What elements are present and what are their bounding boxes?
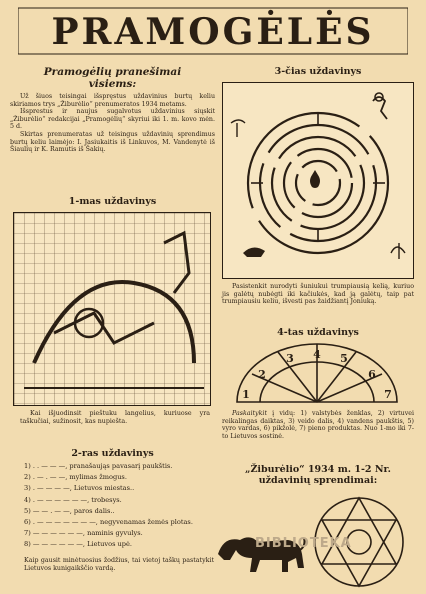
solutions-title: „Žiburėlio“ 1934 m. 1-2 Nr. uždavinių sprendimai: bbox=[245, 464, 391, 486]
notice-p2: Išsprestus ir naujus sugalvotus uždavinius siųskit „Žiburėlio“ redakcijai „Pramogėlių“ skyriui iki 1. m. kovo mėn. 5 d. bbox=[10, 108, 215, 131]
task3-maze-art bbox=[223, 83, 413, 278]
task4-hint-text: į vidų: 1) valstybės ženklas, 2) virtuvei reikalingas daiktas, 3) veido dalis, 4) vandens paukštis, 5) vyro vardas, 6) pikžolė, 7) pieno produktas. Nuo 1-mo iki 7-to Lietuvos sostinė. bbox=[222, 410, 414, 440]
notice-title-1: Pramogėlių pranešimai bbox=[43, 66, 182, 78]
fan-num-6: 6 bbox=[368, 368, 376, 381]
header-banner-art bbox=[18, 6, 408, 56]
notice-section bbox=[10, 66, 215, 154]
task4-hint bbox=[222, 410, 414, 440]
task2-row: 2) . — . — —, mylimas žmogus. bbox=[24, 473, 127, 482]
task3-caption-wrap bbox=[222, 283, 414, 306]
task2-row: 8) — — — — — —, Lietuvos upė. bbox=[24, 540, 133, 549]
task2-row: 7) — — — — — —, naminis gyvulys. bbox=[24, 529, 143, 538]
task3-title-wrap bbox=[218, 66, 418, 77]
task4-fan-puzzle bbox=[232, 340, 402, 404]
task2-row: 1) . . — — —, pranašaująs pavasarį paukštis. bbox=[24, 462, 173, 470]
task1-title-wrap bbox=[10, 196, 215, 207]
notice-p1: Už šiuos teisingai išspręstus uždavinius burtų keliu skiriamos trys „Žiburėlio“ prenumeratos 1934 metams. bbox=[10, 93, 215, 108]
task2-footer-wrap bbox=[24, 557, 214, 572]
task2-list bbox=[24, 461, 216, 551]
task2-title: 2-ras uždavinys bbox=[71, 448, 154, 459]
task3-title: 3-čias uždavinys bbox=[274, 66, 362, 77]
task2-row: 3) . — — — —, Lietuvos miestas.. bbox=[24, 484, 135, 493]
task1-grid-art bbox=[14, 213, 210, 405]
task3-caption: Pasistenkit nurodyti šuniukui trumpiausią kelią, kuriuo jis galėtų nubėgti iki kačiukės, kad ją galėtų, taip pat trumpiausiu keliu, išvesti pas žaidžiantį Joniuką. bbox=[222, 283, 414, 306]
header-banner bbox=[18, 6, 408, 56]
notice-title-2: visiems: bbox=[88, 78, 137, 90]
fan-num-2: 2 bbox=[258, 368, 266, 381]
task2-title-wrap bbox=[10, 448, 215, 459]
task2-footer: Kaip gausit minėtuosius žodžius, tai vietoj taškų pastatykit Lietuvos kunigaikščio vardą. bbox=[24, 557, 214, 572]
task2-row: 6) . — — — — — — —, negyvenamas žemės plotas. bbox=[24, 518, 193, 527]
fan-num-7: 7 bbox=[384, 388, 392, 401]
task1-caption-wrap bbox=[20, 410, 210, 425]
fan-num-3: 3 bbox=[286, 352, 294, 365]
task4-title: 4-tas uždavinys bbox=[277, 327, 359, 338]
notice-p3: Skirtas prenumeratas už teisingus uždavinių sprendimus burtų keliu laimėjo: I. Jasiukaitis iš Linkuvos, M. Vandenytė iš Šiaulių ir K. Ramutis iš Šakių. bbox=[10, 130, 215, 154]
lion-illustration bbox=[210, 524, 306, 586]
task4-title-wrap bbox=[218, 327, 418, 338]
task1-grid-puzzle bbox=[13, 212, 211, 406]
watermark: BIBLIOTEKA bbox=[255, 536, 352, 551]
task4-fan-art bbox=[232, 340, 402, 404]
task1-caption: Kai išjuodinsit pieštuku langelius, kuriuose yra taškučiai, sužinosit, kas nupiešta. bbox=[20, 410, 210, 425]
task2-row: 4) . — — — — — —, trobesys. bbox=[24, 495, 122, 504]
fan-num-5: 5 bbox=[340, 352, 348, 365]
lion-art bbox=[210, 524, 306, 586]
fan-num-1: 1 bbox=[242, 388, 250, 401]
solutions-title-wrap bbox=[218, 464, 418, 486]
task1-title: 1-mas uždavinys bbox=[68, 196, 157, 207]
task4-hint-wrap bbox=[222, 410, 414, 440]
task3-maze bbox=[222, 82, 414, 279]
task2-row: 5) — — . — —, paros dalis.. bbox=[24, 506, 115, 515]
page-title: PRAMOGĖLĖS bbox=[51, 11, 375, 53]
task4-hint-label: Paskaitykit bbox=[232, 410, 267, 417]
fan-num-4: 4 bbox=[313, 348, 321, 361]
